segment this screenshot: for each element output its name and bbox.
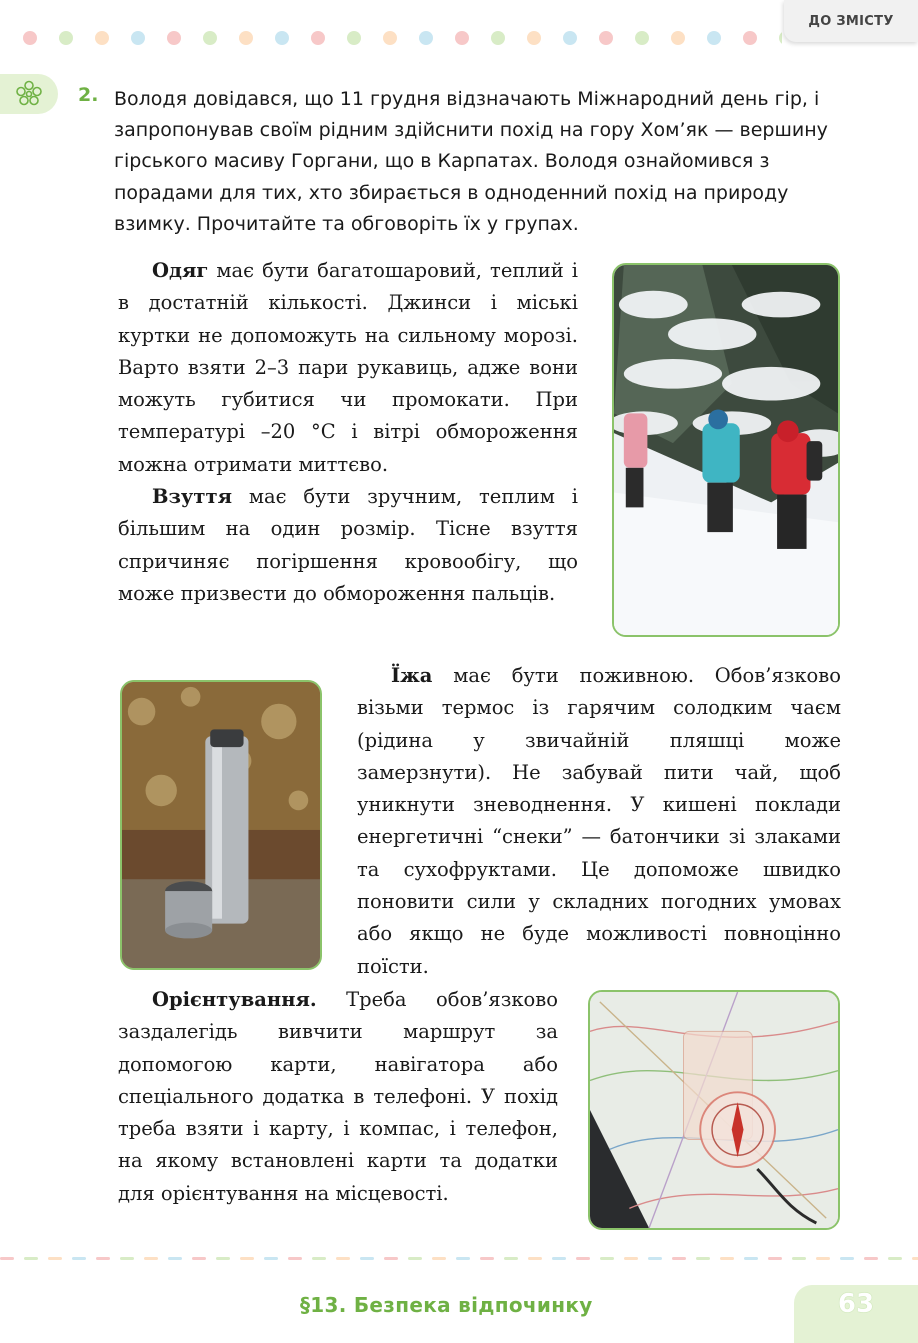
- decor-dash: [864, 1257, 878, 1260]
- decor-dot: [779, 31, 782, 45]
- clothes-paragraph: [118, 255, 578, 481]
- orientation-text: Треба обов’язково заздалегідь вивчити маршрут за допомогою карти, навігатора або спеціального додатка в телефоні. У похід треба взяти і карту, і компас, і телефон, на якому встановлені карти та додатки для орієнтування на місцевості.: [118, 988, 558, 1205]
- decor-dash: [216, 1257, 230, 1260]
- decor-dash: [744, 1257, 758, 1260]
- decor-dash: [24, 1257, 38, 1260]
- decor-dot: [455, 31, 469, 45]
- decor-dot: [383, 31, 397, 45]
- decor-dash: [696, 1257, 710, 1260]
- decor-dash: [840, 1257, 854, 1260]
- food-block: [357, 660, 841, 983]
- decor-dot: [347, 31, 361, 45]
- decor-dot: [527, 31, 541, 45]
- decor-dash: [456, 1257, 470, 1260]
- food-paragraph: [357, 660, 841, 983]
- clothes-text: має бути багатошаровий, теплий і в достатній кількості. Джинси і міські куртки не допоможуть на сильному морозі. Варто взяти 2–3 пари рукавиць, адже вони можуть губитися чи промокати. При температурі –20 °С і вітрі обмороження можна отримати миттєво.: [118, 259, 578, 476]
- decor-dot: [707, 31, 721, 45]
- decor-dash: [240, 1257, 254, 1260]
- decor-dash: [912, 1257, 918, 1260]
- food-heading: Їжа: [391, 664, 433, 687]
- decor-dash: [672, 1257, 686, 1260]
- decor-dot: [311, 31, 325, 45]
- decor-dot: [95, 31, 109, 45]
- decor-dash: [552, 1257, 566, 1260]
- decor-dash: [576, 1257, 590, 1260]
- page-number: 63: [794, 1285, 918, 1343]
- decor-dash: [600, 1257, 614, 1260]
- toc-link-button[interactable]: ДО ЗМІСТУ: [784, 0, 918, 42]
- decor-dot: [167, 31, 181, 45]
- decor-dash: [120, 1257, 134, 1260]
- decor-dash: [888, 1257, 902, 1260]
- clothes-shoes-block: [118, 255, 578, 610]
- decor-dash: [72, 1257, 86, 1260]
- decor-dash: [384, 1257, 398, 1260]
- task-badge: [0, 74, 58, 114]
- decor-dash: [624, 1257, 638, 1260]
- orientation-block: [118, 984, 558, 1210]
- orientation-heading: Орієнтування.: [152, 988, 317, 1011]
- decor-dash: [648, 1257, 662, 1260]
- top-dots-decoration: [12, 30, 782, 46]
- shoes-text: має бути зручним, теплим і більшим на один розмір. Тісне взуття спричиняє погіршення кровообігу, що може призвести до обмороження пальців.: [118, 485, 578, 605]
- decor-dot: [239, 31, 253, 45]
- winter-hikers-photo: [612, 263, 840, 637]
- task-number: 2.: [78, 84, 99, 106]
- decor-dash: [480, 1257, 494, 1260]
- clothes-heading: Одяг: [152, 259, 209, 282]
- decor-dot: [419, 31, 433, 45]
- decor-dot: [635, 31, 649, 45]
- decor-dot: [23, 31, 37, 45]
- decor-dash: [528, 1257, 542, 1260]
- decor-dash: [168, 1257, 182, 1260]
- decor-dash: [720, 1257, 734, 1260]
- decor-dash: [768, 1257, 782, 1260]
- shoes-paragraph: [118, 481, 578, 610]
- decor-dash: [360, 1257, 374, 1260]
- shoes-heading: Взуття: [152, 485, 232, 509]
- decor-dash: [816, 1257, 830, 1260]
- decor-dash: [0, 1257, 14, 1260]
- orientation-paragraph: [118, 984, 558, 1210]
- food-text: має бути поживною. Обов’язково візьми термос із гарячим солодким чаєм (рідина у звичайній пляшці може замерзнути). Не забувай пити чай, щоб уникнути зневоднення. У кишені поклади енергетичні “снеки” — батончики зі злаками та сухофруктами. Це допоможе швидко поновити сили у складних погодних умовах або якщо не буде можливості повноцінно поїсти.: [357, 664, 841, 978]
- decor-dot: [491, 31, 505, 45]
- footer-dashed-divider: [0, 1256, 918, 1262]
- decor-dash: [48, 1257, 62, 1260]
- decor-dash: [96, 1257, 110, 1260]
- decor-dot: [59, 31, 73, 45]
- decor-dash: [336, 1257, 350, 1260]
- decor-dot: [275, 31, 289, 45]
- decor-dot: [599, 31, 613, 45]
- decor-dash: [144, 1257, 158, 1260]
- decor-dash: [408, 1257, 422, 1260]
- decor-dot: [743, 31, 757, 45]
- decor-dash: [432, 1257, 446, 1260]
- decor-dash: [264, 1257, 278, 1260]
- task-intro-text: Володя довідався, що 11 грудня відзначають Міжнародний день гір, і запропонував своїм рідним здійснити похід на гору Хом’як — вершину гірського масиву Горгани, що в Карпатах. Володя ознайомився з порадами для тих, хто збирається в одноденний похід на природу взимку. Прочитайте та обговоріть їх у групах.: [114, 88, 828, 235]
- decor-dash: [312, 1257, 326, 1260]
- decor-dot: [131, 31, 145, 45]
- flower-icon: [14, 79, 44, 109]
- footer-section-title: §13. Безпека відпочинку: [300, 1293, 593, 1317]
- decor-dot: [563, 31, 577, 45]
- map-compass-photo: [588, 990, 840, 1230]
- decor-dot: [671, 31, 685, 45]
- decor-dash: [192, 1257, 206, 1260]
- decor-dash: [288, 1257, 302, 1260]
- decor-dash: [792, 1257, 806, 1260]
- decor-dot: [203, 31, 217, 45]
- thermos-photo: [120, 680, 322, 970]
- decor-dash: [504, 1257, 518, 1260]
